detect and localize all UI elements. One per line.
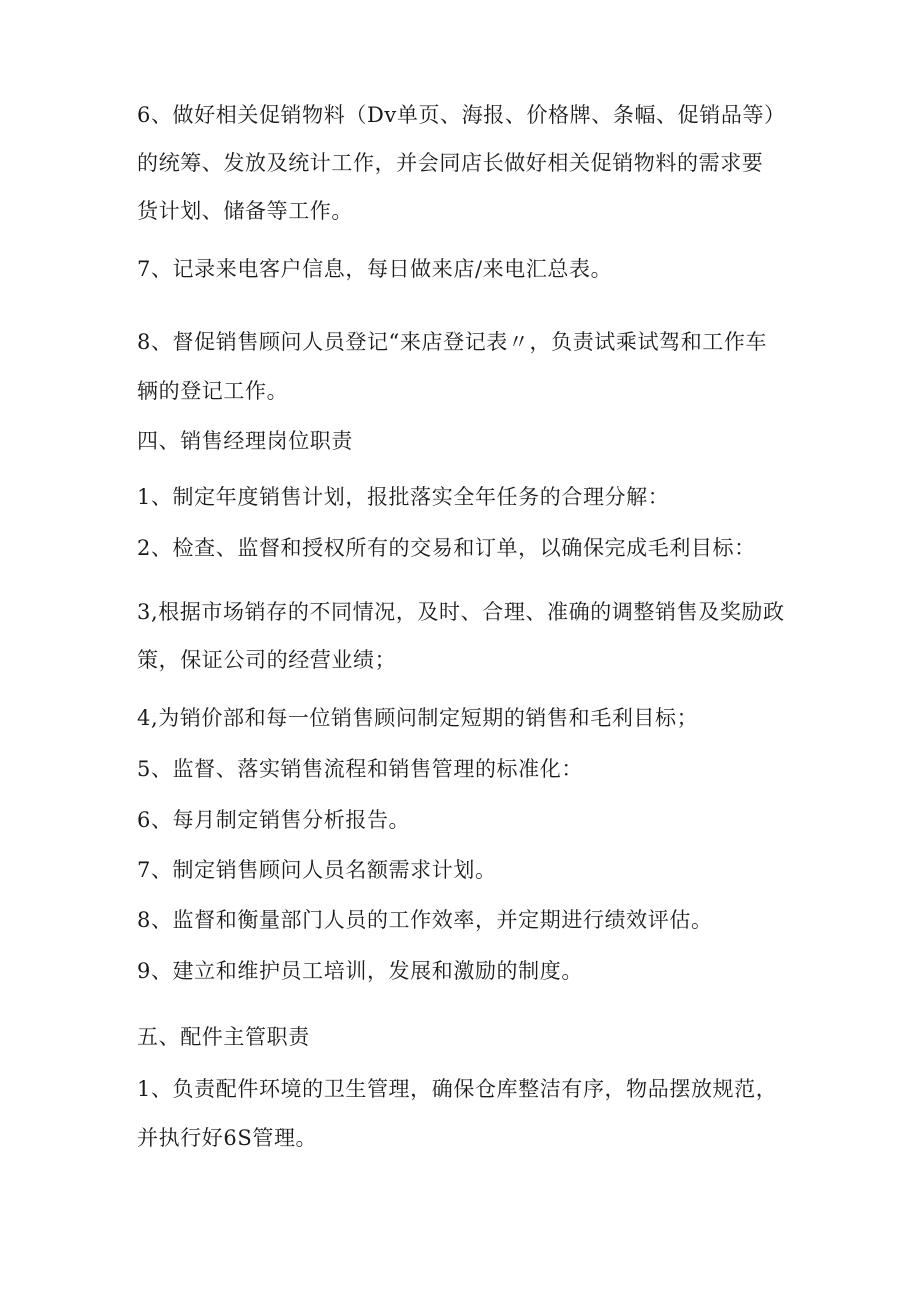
text-line: 8、监督和衡量部门人员的工作效率，并定期进行绩效评估。 [137,908,713,932]
text-line: 5、监督、落实销售流程和销售管理的标准化： [137,757,583,781]
text-line: 策，保证公司的经营业绩； [137,648,397,672]
text-line: 6、每月制定销售分析报告。 [137,808,411,832]
text-line: 1、制定年度销售计划，报批落实全年任务的合理分解： [137,485,670,509]
section-heading: 四、销售经理岗位职责 [137,429,353,453]
text-line: 的统筹、发放及统计工作，并会同店长做好相关促销物料的需求要 [137,151,764,175]
text-line: 并执行好6S管理。 [137,1126,318,1150]
text-line: 2、检查、监督和授权所有的交易和订单，以确保完成毛利目标： [137,536,756,560]
text-line: 7、记录来电客户信息，每日做来店/来电汇总表。 [137,257,613,281]
text-line: 6、做好相关促销物料（Dv单页、海报、价格牌、条幅、促销品等） [137,103,786,127]
text-line: 8、督促销售顾问人员登记“来店登记表〃，负责试乘试驾和工作车 [137,330,768,354]
text-line: 9、建立和维护员工培训，发展和激励的制度。 [137,959,583,983]
text-line: 辆的登记工作。 [137,379,289,403]
text-line: 3,根据市场销存的不同情况，及时、合理、准确的调整销售及奖励政 [137,600,785,624]
text-line: 7、制定销售顾问人员名额需求计划。 [137,858,497,882]
text-line: 货计划、储备等工作。 [137,199,353,223]
section-heading: 五、配件主管职责 [137,1025,310,1049]
text-line: 1、负责配件环境的卫生管理，确保仓库整洁有序，物品摆放规范， [137,1077,778,1101]
text-line: 4,为销价部和每一位销售顾问制定短期的销售和毛利目标； [137,706,699,730]
